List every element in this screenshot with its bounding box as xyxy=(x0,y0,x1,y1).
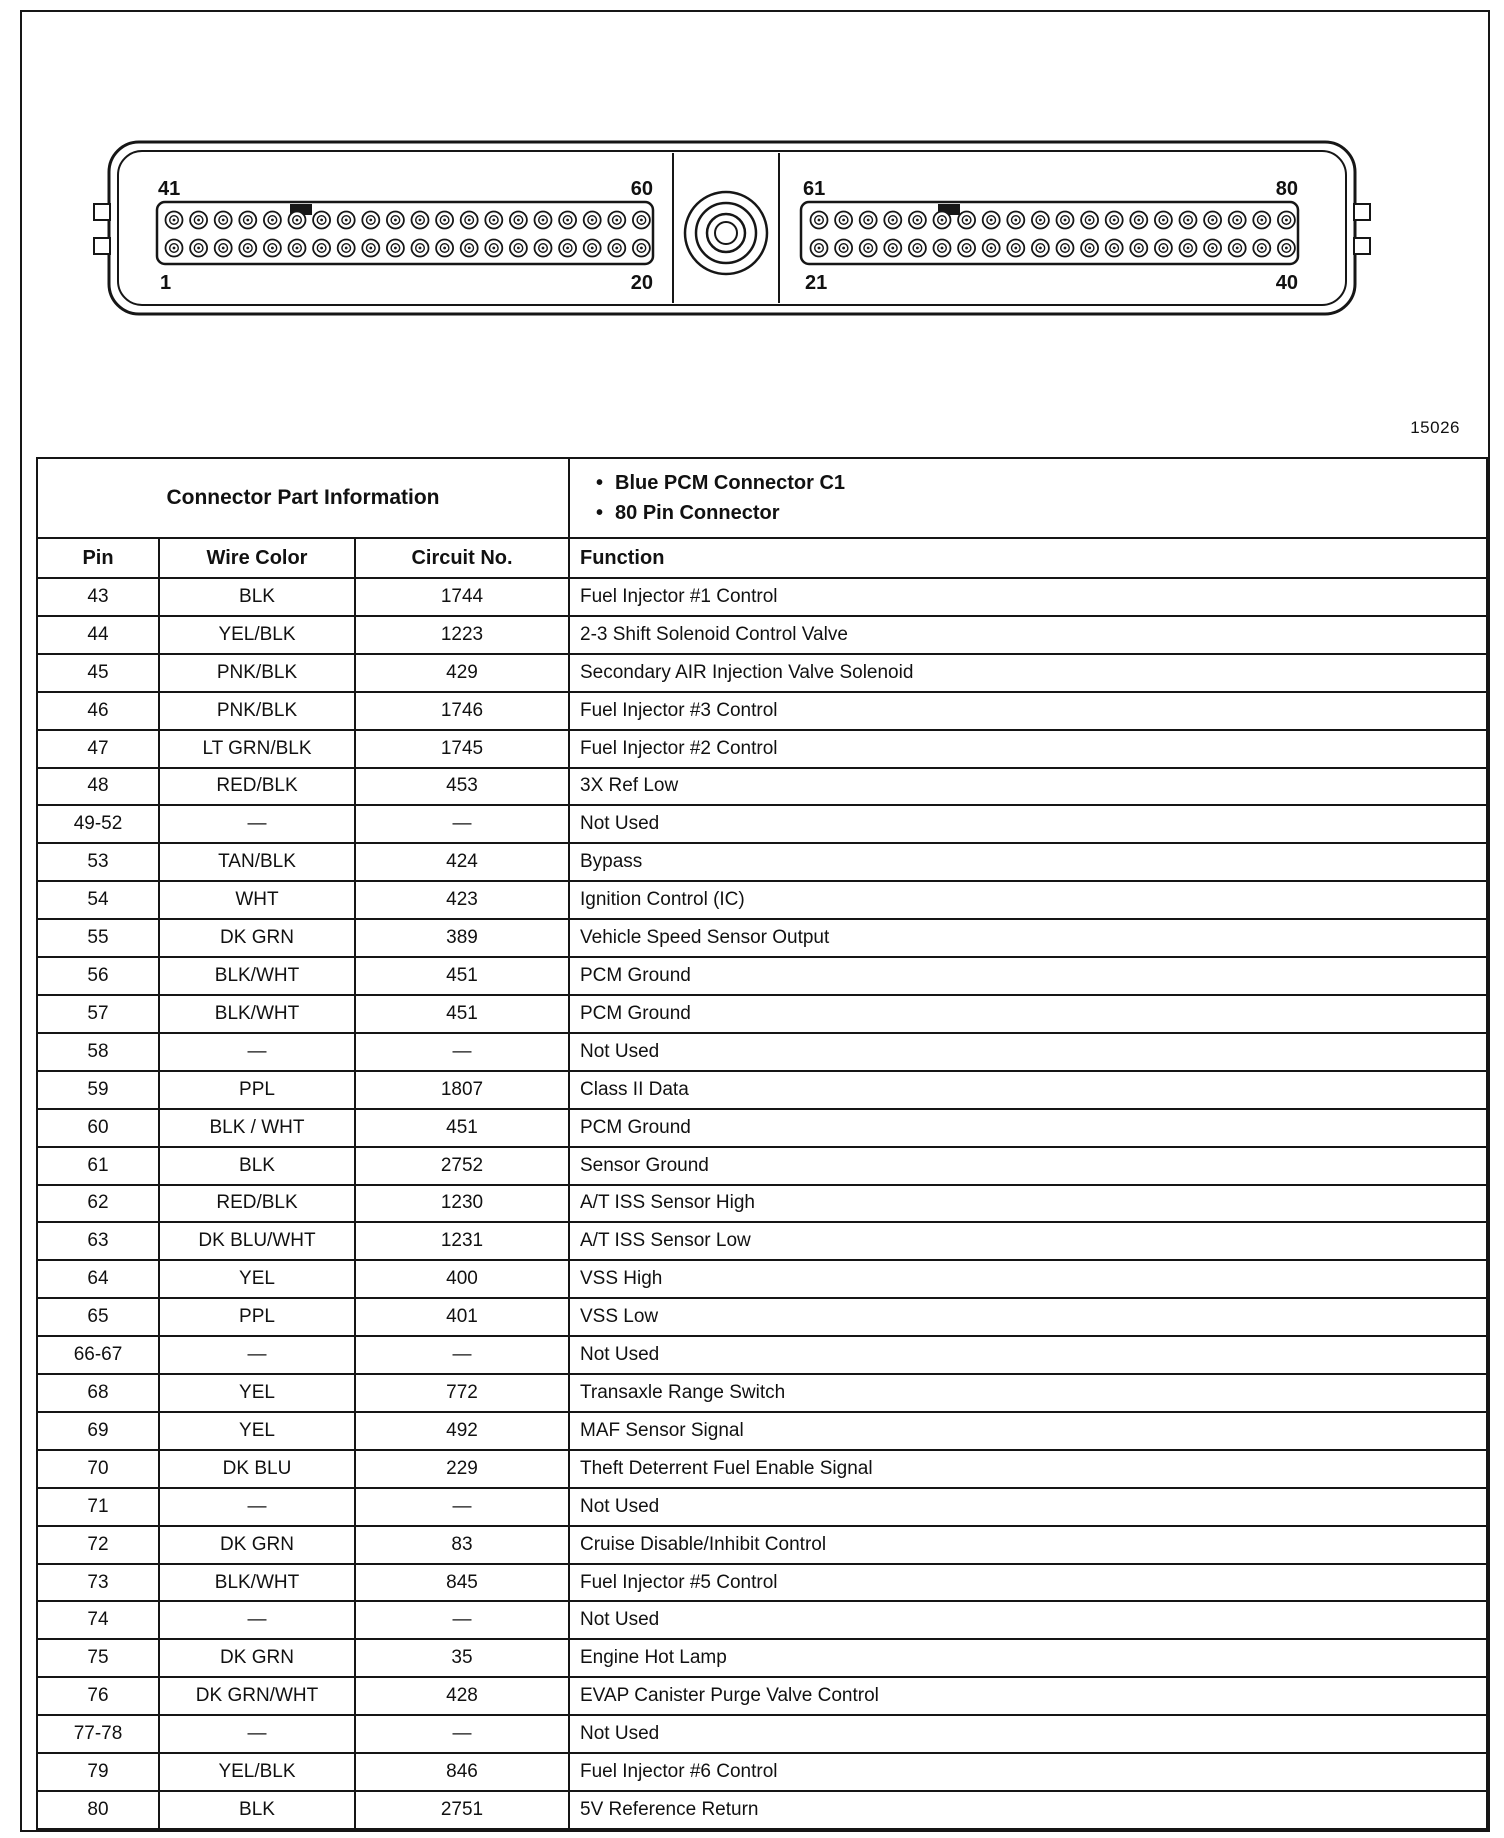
pin-center-dot xyxy=(222,219,225,222)
pin-center-dot xyxy=(1113,219,1116,222)
cell-circuit-no: 772 xyxy=(355,1374,569,1412)
cell-circuit-no: — xyxy=(355,1715,569,1753)
cell-pin: 71 xyxy=(37,1488,159,1526)
cell-wire-color: YEL/BLK xyxy=(159,616,355,654)
cell-pin: 46 xyxy=(37,692,159,730)
pin-center-dot xyxy=(320,247,323,250)
mount-tab-left-bottom xyxy=(94,238,110,254)
table-row xyxy=(37,1298,1487,1336)
cell-circuit-no: 451 xyxy=(355,957,569,995)
connector-info-line-2 xyxy=(596,498,1486,528)
cell-circuit-no: 1746 xyxy=(355,692,569,730)
cell-pin: 45 xyxy=(37,654,159,692)
connector-info-text-1: Blue PCM Connector C1 xyxy=(615,472,846,494)
cell-wire-color: BLK xyxy=(159,578,355,616)
cell-wire-color: DK BLU/WHT xyxy=(159,1222,355,1260)
cell-circuit-no: 1745 xyxy=(355,730,569,768)
pinout-table xyxy=(36,457,1488,1830)
cell-wire-color: BLK/WHT xyxy=(159,957,355,995)
connector-info-text-2: 80 Pin Connector xyxy=(615,502,780,524)
pin-label-21: 21 xyxy=(805,272,828,294)
table-row xyxy=(37,1412,1487,1450)
pcm-connector-diagram xyxy=(22,12,1488,342)
pin-center-dot xyxy=(640,247,643,250)
cell-function: Theft Deterrent Fuel Enable Signal xyxy=(569,1450,1487,1488)
table-row xyxy=(37,1222,1487,1260)
cell-pin: 54 xyxy=(37,881,159,919)
table-row xyxy=(37,692,1487,730)
pin-center-dot xyxy=(891,247,894,250)
bullet-icon: • xyxy=(596,502,604,524)
mount-tab-right-bottom xyxy=(1354,238,1370,254)
cell-pin: 59 xyxy=(37,1071,159,1109)
cell-wire-color: DK GRN xyxy=(159,919,355,957)
pin-center-dot xyxy=(640,219,643,222)
pin-center-dot xyxy=(394,219,397,222)
pin-center-dot xyxy=(1137,219,1140,222)
cell-pin: 55 xyxy=(37,919,159,957)
cell-circuit-no: 428 xyxy=(355,1677,569,1715)
table-row xyxy=(37,805,1487,843)
cell-function: Cruise Disable/Inhibit Control xyxy=(569,1526,1487,1564)
pin-center-dot xyxy=(296,247,299,250)
figure-number: 15026 xyxy=(1410,418,1460,437)
table-row xyxy=(37,1639,1487,1677)
table-row xyxy=(37,1791,1487,1829)
pin-center-dot xyxy=(468,219,471,222)
pin-center-dot xyxy=(394,247,397,250)
table-row xyxy=(37,1260,1487,1298)
pin-center-dot xyxy=(818,247,821,250)
cell-function: Not Used xyxy=(569,1336,1487,1374)
pin-center-dot xyxy=(1236,247,1239,250)
cell-function: Fuel Injector #6 Control xyxy=(569,1753,1487,1791)
cell-pin: 79 xyxy=(37,1753,159,1791)
cell-circuit-no: 451 xyxy=(355,1109,569,1147)
part-info-header: Connector Part Information xyxy=(37,458,569,538)
pin-label-80: 80 xyxy=(1275,178,1298,200)
table-row xyxy=(37,1564,1487,1602)
cell-function: Bypass xyxy=(569,843,1487,881)
cell-function: Fuel Injector #5 Control xyxy=(569,1564,1487,1602)
table-row xyxy=(37,1109,1487,1147)
cell-function: Not Used xyxy=(569,1033,1487,1071)
cell-function: 2-3 Shift Solenoid Control Valve xyxy=(569,616,1487,654)
pin-center-dot xyxy=(1187,247,1190,250)
cell-function: Fuel Injector #2 Control xyxy=(569,730,1487,768)
pin-center-dot xyxy=(1187,219,1190,222)
pin-center-dot xyxy=(842,219,845,222)
pin-center-dot xyxy=(566,247,569,250)
pin-center-dot xyxy=(1064,247,1067,250)
mount-tab-right-top xyxy=(1354,204,1370,220)
pin-center-dot xyxy=(197,247,200,250)
pin-center-dot xyxy=(173,219,176,222)
pin-center-dot xyxy=(1162,219,1165,222)
pin-center-dot xyxy=(1162,247,1165,250)
cell-circuit-no: 229 xyxy=(355,1450,569,1488)
cell-function: 3X Ref Low xyxy=(569,768,1487,806)
pin-center-dot xyxy=(517,247,520,250)
col-header-wire-color: Wire Color xyxy=(159,538,355,578)
table-row xyxy=(37,578,1487,616)
cell-wire-color: BLK xyxy=(159,1147,355,1185)
table-row xyxy=(37,843,1487,881)
cell-circuit-no: — xyxy=(355,1601,569,1639)
cell-wire-color: DK BLU xyxy=(159,1450,355,1488)
pin-center-dot xyxy=(1260,247,1263,250)
cell-wire-color: DK GRN/WHT xyxy=(159,1677,355,1715)
cell-function: Transaxle Range Switch xyxy=(569,1374,1487,1412)
table-row xyxy=(37,995,1487,1033)
pin-center-dot xyxy=(1285,219,1288,222)
cell-function: A/T ISS Sensor Low xyxy=(569,1222,1487,1260)
cell-circuit-no: 1231 xyxy=(355,1222,569,1260)
cell-function: MAF Sensor Signal xyxy=(569,1412,1487,1450)
pin-center-dot xyxy=(517,219,520,222)
table-row xyxy=(37,768,1487,806)
pin-center-dot xyxy=(1137,247,1140,250)
pin-center-dot xyxy=(222,247,225,250)
pin-label-1: 1 xyxy=(160,272,172,294)
cell-wire-color: — xyxy=(159,1336,355,1374)
cell-circuit-no: 35 xyxy=(355,1639,569,1677)
cell-function: Secondary AIR Injection Valve Solenoid xyxy=(569,654,1487,692)
cell-circuit-no: 1230 xyxy=(355,1185,569,1223)
cell-pin: 60 xyxy=(37,1109,159,1147)
cell-circuit-no: 451 xyxy=(355,995,569,1033)
table-row xyxy=(37,881,1487,919)
cell-wire-color: TAN/BLK xyxy=(159,843,355,881)
cell-circuit-no: 389 xyxy=(355,919,569,957)
cell-function: Engine Hot Lamp xyxy=(569,1639,1487,1677)
cell-circuit-no: 1807 xyxy=(355,1071,569,1109)
pin-center-dot xyxy=(345,219,348,222)
pin-label-20: 20 xyxy=(630,272,653,294)
cell-circuit-no: — xyxy=(355,1336,569,1374)
pin-label-40: 40 xyxy=(1275,272,1298,294)
cell-pin: 64 xyxy=(37,1260,159,1298)
pin-center-dot xyxy=(867,247,870,250)
pin-center-dot xyxy=(591,219,594,222)
cell-pin: 44 xyxy=(37,616,159,654)
cell-circuit-no: 2751 xyxy=(355,1791,569,1829)
cell-pin: 74 xyxy=(37,1601,159,1639)
pin-label-41: 41 xyxy=(158,178,181,200)
cell-function: VSS Low xyxy=(569,1298,1487,1336)
pin-center-dot xyxy=(419,219,422,222)
cell-pin: 57 xyxy=(37,995,159,1033)
pin-center-dot xyxy=(369,247,372,250)
cell-wire-color: DK GRN xyxy=(159,1526,355,1564)
table-row xyxy=(37,730,1487,768)
cell-wire-color: PPL xyxy=(159,1071,355,1109)
table-row xyxy=(37,1601,1487,1639)
cell-function: Class II Data xyxy=(569,1071,1487,1109)
cell-circuit-no: 83 xyxy=(355,1526,569,1564)
cell-function: Ignition Control (IC) xyxy=(569,881,1487,919)
cell-wire-color: BLK/WHT xyxy=(159,1564,355,1602)
pin-center-dot xyxy=(1039,219,1042,222)
table-row xyxy=(37,1033,1487,1071)
pin-field-left xyxy=(157,202,653,264)
pin-center-dot xyxy=(566,219,569,222)
cell-function: Not Used xyxy=(569,1601,1487,1639)
cell-pin: 58 xyxy=(37,1033,159,1071)
table-row xyxy=(37,1147,1487,1185)
pin-center-dot xyxy=(842,247,845,250)
pin-field-right xyxy=(801,202,1298,264)
cell-circuit-no: 492 xyxy=(355,1412,569,1450)
cell-pin: 43 xyxy=(37,578,159,616)
cell-wire-color: BLK / WHT xyxy=(159,1109,355,1147)
cell-circuit-no: — xyxy=(355,1033,569,1071)
table-row xyxy=(37,1450,1487,1488)
pin-center-dot xyxy=(542,247,545,250)
pin-label-61: 61 xyxy=(803,178,826,200)
cell-pin: 68 xyxy=(37,1374,159,1412)
cell-circuit-no: 845 xyxy=(355,1564,569,1602)
cell-function: PCM Ground xyxy=(569,995,1487,1033)
pin-center-dot xyxy=(1236,219,1239,222)
pin-center-dot xyxy=(941,219,944,222)
cell-pin: 70 xyxy=(37,1450,159,1488)
table-row xyxy=(37,1071,1487,1109)
pin-center-dot xyxy=(443,219,446,222)
connector-info-cell xyxy=(569,458,1487,538)
pin-center-dot xyxy=(1113,247,1116,250)
col-header-pin: Pin xyxy=(37,538,159,578)
cell-wire-color: WHT xyxy=(159,881,355,919)
pin-center-dot xyxy=(246,219,249,222)
cell-wire-color: YEL/BLK xyxy=(159,1753,355,1791)
pin-center-dot xyxy=(1064,219,1067,222)
pin-center-dot xyxy=(941,247,944,250)
pin-label-60: 60 xyxy=(630,178,653,200)
cell-pin: 77-78 xyxy=(37,1715,159,1753)
cell-function: Vehicle Speed Sensor Output xyxy=(569,919,1487,957)
pin-center-dot xyxy=(1014,219,1017,222)
pin-center-dot xyxy=(443,247,446,250)
pin-center-dot xyxy=(271,219,274,222)
pin-center-dot xyxy=(615,247,618,250)
pin-center-dot xyxy=(246,247,249,250)
cell-function: Not Used xyxy=(569,805,1487,843)
table-row xyxy=(37,1488,1487,1526)
cell-function: A/T ISS Sensor High xyxy=(569,1185,1487,1223)
cell-pin: 73 xyxy=(37,1564,159,1602)
cell-wire-color: — xyxy=(159,1601,355,1639)
cell-circuit-no: 401 xyxy=(355,1298,569,1336)
pin-center-dot xyxy=(542,219,545,222)
cell-pin: 65 xyxy=(37,1298,159,1336)
pin-center-dot xyxy=(345,247,348,250)
pin-center-dot xyxy=(990,219,993,222)
pin-center-dot xyxy=(1088,247,1091,250)
pin-center-dot xyxy=(1211,247,1214,250)
column-header-row xyxy=(37,538,1487,578)
pin-center-dot xyxy=(916,219,919,222)
cell-pin: 66-67 xyxy=(37,1336,159,1374)
cell-pin: 80 xyxy=(37,1791,159,1829)
cell-circuit-no: — xyxy=(355,805,569,843)
table-row xyxy=(37,1753,1487,1791)
pin-center-dot xyxy=(916,247,919,250)
cell-pin: 72 xyxy=(37,1526,159,1564)
cell-circuit-no: 846 xyxy=(355,1753,569,1791)
pin-center-dot xyxy=(965,247,968,250)
cell-wire-color: RED/BLK xyxy=(159,768,355,806)
cell-circuit-no: 400 xyxy=(355,1260,569,1298)
cell-circuit-no: 2752 xyxy=(355,1147,569,1185)
pin-center-dot xyxy=(818,219,821,222)
table-row xyxy=(37,1374,1487,1412)
cell-wire-color: LT GRN/BLK xyxy=(159,730,355,768)
pin-center-dot xyxy=(1039,247,1042,250)
cell-wire-color: PNK/BLK xyxy=(159,654,355,692)
pin-center-dot xyxy=(296,219,299,222)
pin-center-dot xyxy=(492,247,495,250)
cell-function: Not Used xyxy=(569,1488,1487,1526)
pin-center-dot xyxy=(1285,247,1288,250)
cell-circuit-no: 453 xyxy=(355,768,569,806)
table-row xyxy=(37,654,1487,692)
table-row xyxy=(37,1336,1487,1374)
pin-center-dot xyxy=(990,247,993,250)
cell-circuit-no: 424 xyxy=(355,843,569,881)
pin-center-dot xyxy=(320,219,323,222)
cell-wire-color: — xyxy=(159,805,355,843)
cell-function: Sensor Ground xyxy=(569,1147,1487,1185)
cell-pin: 76 xyxy=(37,1677,159,1715)
pinout-table-body xyxy=(37,578,1487,1829)
table-row xyxy=(37,616,1487,654)
cell-function: PCM Ground xyxy=(569,1109,1487,1147)
table-row xyxy=(37,957,1487,995)
cell-circuit-no: — xyxy=(355,1488,569,1526)
cell-circuit-no: 1223 xyxy=(355,616,569,654)
pin-center-dot xyxy=(965,219,968,222)
cell-pin: 69 xyxy=(37,1412,159,1450)
cell-wire-color: — xyxy=(159,1715,355,1753)
pin-center-dot xyxy=(1211,219,1214,222)
pin-center-dot xyxy=(891,219,894,222)
pin-center-dot xyxy=(197,219,200,222)
pin-center-dot xyxy=(492,219,495,222)
table-title-row xyxy=(37,458,1487,538)
cell-function: Not Used xyxy=(569,1715,1487,1753)
cell-wire-color: YEL xyxy=(159,1374,355,1412)
pin-center-dot xyxy=(271,247,274,250)
pin-center-dot xyxy=(1088,219,1091,222)
cell-pin: 48 xyxy=(37,768,159,806)
col-header-circuit-no: Circuit No. xyxy=(355,538,569,578)
cell-wire-color: YEL xyxy=(159,1260,355,1298)
cell-function: EVAP Canister Purge Valve Control xyxy=(569,1677,1487,1715)
cell-wire-color: RED/BLK xyxy=(159,1185,355,1223)
cell-function: Fuel Injector #3 Control xyxy=(569,692,1487,730)
cell-pin: 53 xyxy=(37,843,159,881)
cell-function: PCM Ground xyxy=(569,957,1487,995)
cell-wire-color: PNK/BLK xyxy=(159,692,355,730)
pin-center-dot xyxy=(369,219,372,222)
cell-function: 5V Reference Return xyxy=(569,1791,1487,1829)
cell-circuit-no: 429 xyxy=(355,654,569,692)
pin-center-dot xyxy=(468,247,471,250)
cell-circuit-no: 1744 xyxy=(355,578,569,616)
mount-tab-left-top xyxy=(94,204,110,220)
cell-circuit-no: 423 xyxy=(355,881,569,919)
pin-center-dot xyxy=(173,247,176,250)
pin-center-dot xyxy=(867,219,870,222)
cell-pin: 75 xyxy=(37,1639,159,1677)
cell-pin: 62 xyxy=(37,1185,159,1223)
cell-pin: 56 xyxy=(37,957,159,995)
cell-wire-color: BLK xyxy=(159,1791,355,1829)
cell-wire-color: PPL xyxy=(159,1298,355,1336)
connector-info-line-1 xyxy=(596,468,1486,498)
table-row xyxy=(37,1677,1487,1715)
table-row xyxy=(37,1715,1487,1753)
cell-pin: 63 xyxy=(37,1222,159,1260)
pin-center-dot xyxy=(419,247,422,250)
cell-wire-color: — xyxy=(159,1488,355,1526)
manual-page xyxy=(20,10,1490,1832)
pin-center-dot xyxy=(1260,219,1263,222)
table-row xyxy=(37,1185,1487,1223)
bullet-icon: • xyxy=(596,472,604,494)
cell-pin: 47 xyxy=(37,730,159,768)
cell-wire-color: BLK/WHT xyxy=(159,995,355,1033)
pin-center-dot xyxy=(615,219,618,222)
center-bolt-icon xyxy=(685,192,767,274)
cell-function: Fuel Injector #1 Control xyxy=(569,578,1487,616)
pin-center-dot xyxy=(1014,247,1017,250)
cell-pin: 61 xyxy=(37,1147,159,1185)
cell-function: VSS High xyxy=(569,1260,1487,1298)
cell-pin: 49-52 xyxy=(37,805,159,843)
table-row xyxy=(37,919,1487,957)
cell-wire-color: DK GRN xyxy=(159,1639,355,1677)
col-header-function: Function xyxy=(569,538,1487,578)
table-row xyxy=(37,1526,1487,1564)
cell-wire-color: — xyxy=(159,1033,355,1071)
pin-center-dot xyxy=(591,247,594,250)
cell-wire-color: YEL xyxy=(159,1412,355,1450)
